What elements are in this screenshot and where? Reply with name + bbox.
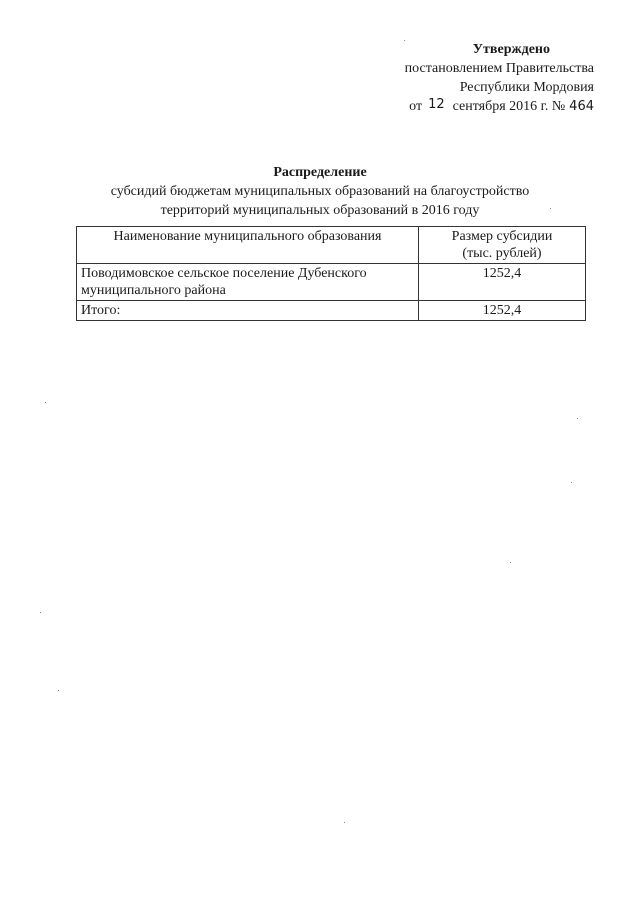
scan-speck — [577, 418, 578, 419]
approval-block — [334, 40, 594, 116]
row-subsidy-amount: 1252,4 — [419, 264, 586, 301]
scan-speck — [510, 562, 511, 563]
approval-month-year: сентября 2016 г. № — [452, 99, 566, 114]
header-municipality-name: Наименование муниципального образования — [77, 227, 419, 264]
approval-date-prefix: от — [409, 99, 423, 114]
scan-speck — [344, 822, 345, 823]
scan-speck — [58, 690, 59, 691]
approval-day: 12 — [428, 97, 445, 112]
table-header-row — [77, 227, 586, 264]
scan-speck — [45, 402, 46, 403]
scan-speck — [404, 40, 405, 41]
approval-number: 464 — [569, 99, 594, 114]
approval-line-1: постановлением Правительства — [404, 61, 594, 76]
approval-title: Утверждено — [472, 42, 550, 57]
header-subsidy-amount-line-1: Размер субсидии — [451, 229, 553, 244]
document-heading — [0, 163, 640, 220]
table-total-row — [77, 301, 586, 321]
distribution-table — [76, 226, 586, 321]
approval-line-2: Республики Мордовия — [459, 80, 594, 95]
scan-speck — [40, 612, 41, 613]
approval-date-line — [334, 97, 594, 116]
header-subsidy-amount-line-2: (тыс. рублей) — [462, 246, 542, 261]
scan-speck — [571, 482, 572, 483]
total-amount: 1252,4 — [419, 301, 586, 321]
table-row — [77, 264, 586, 301]
scan-speck — [550, 208, 551, 209]
document-subtitle-line-1: субсидий бюджетам муниципальных образований на благоустройство — [110, 184, 530, 199]
row-municipality-name: Поводимовское сельское поселение Дубенского муниципального района — [77, 264, 419, 301]
header-subsidy-amount — [419, 227, 586, 264]
total-label: Итого: — [77, 301, 419, 321]
document-subtitle-line-2: территорий муниципальных образований в 2016 году — [160, 203, 480, 218]
document-title: Распределение — [273, 165, 367, 180]
